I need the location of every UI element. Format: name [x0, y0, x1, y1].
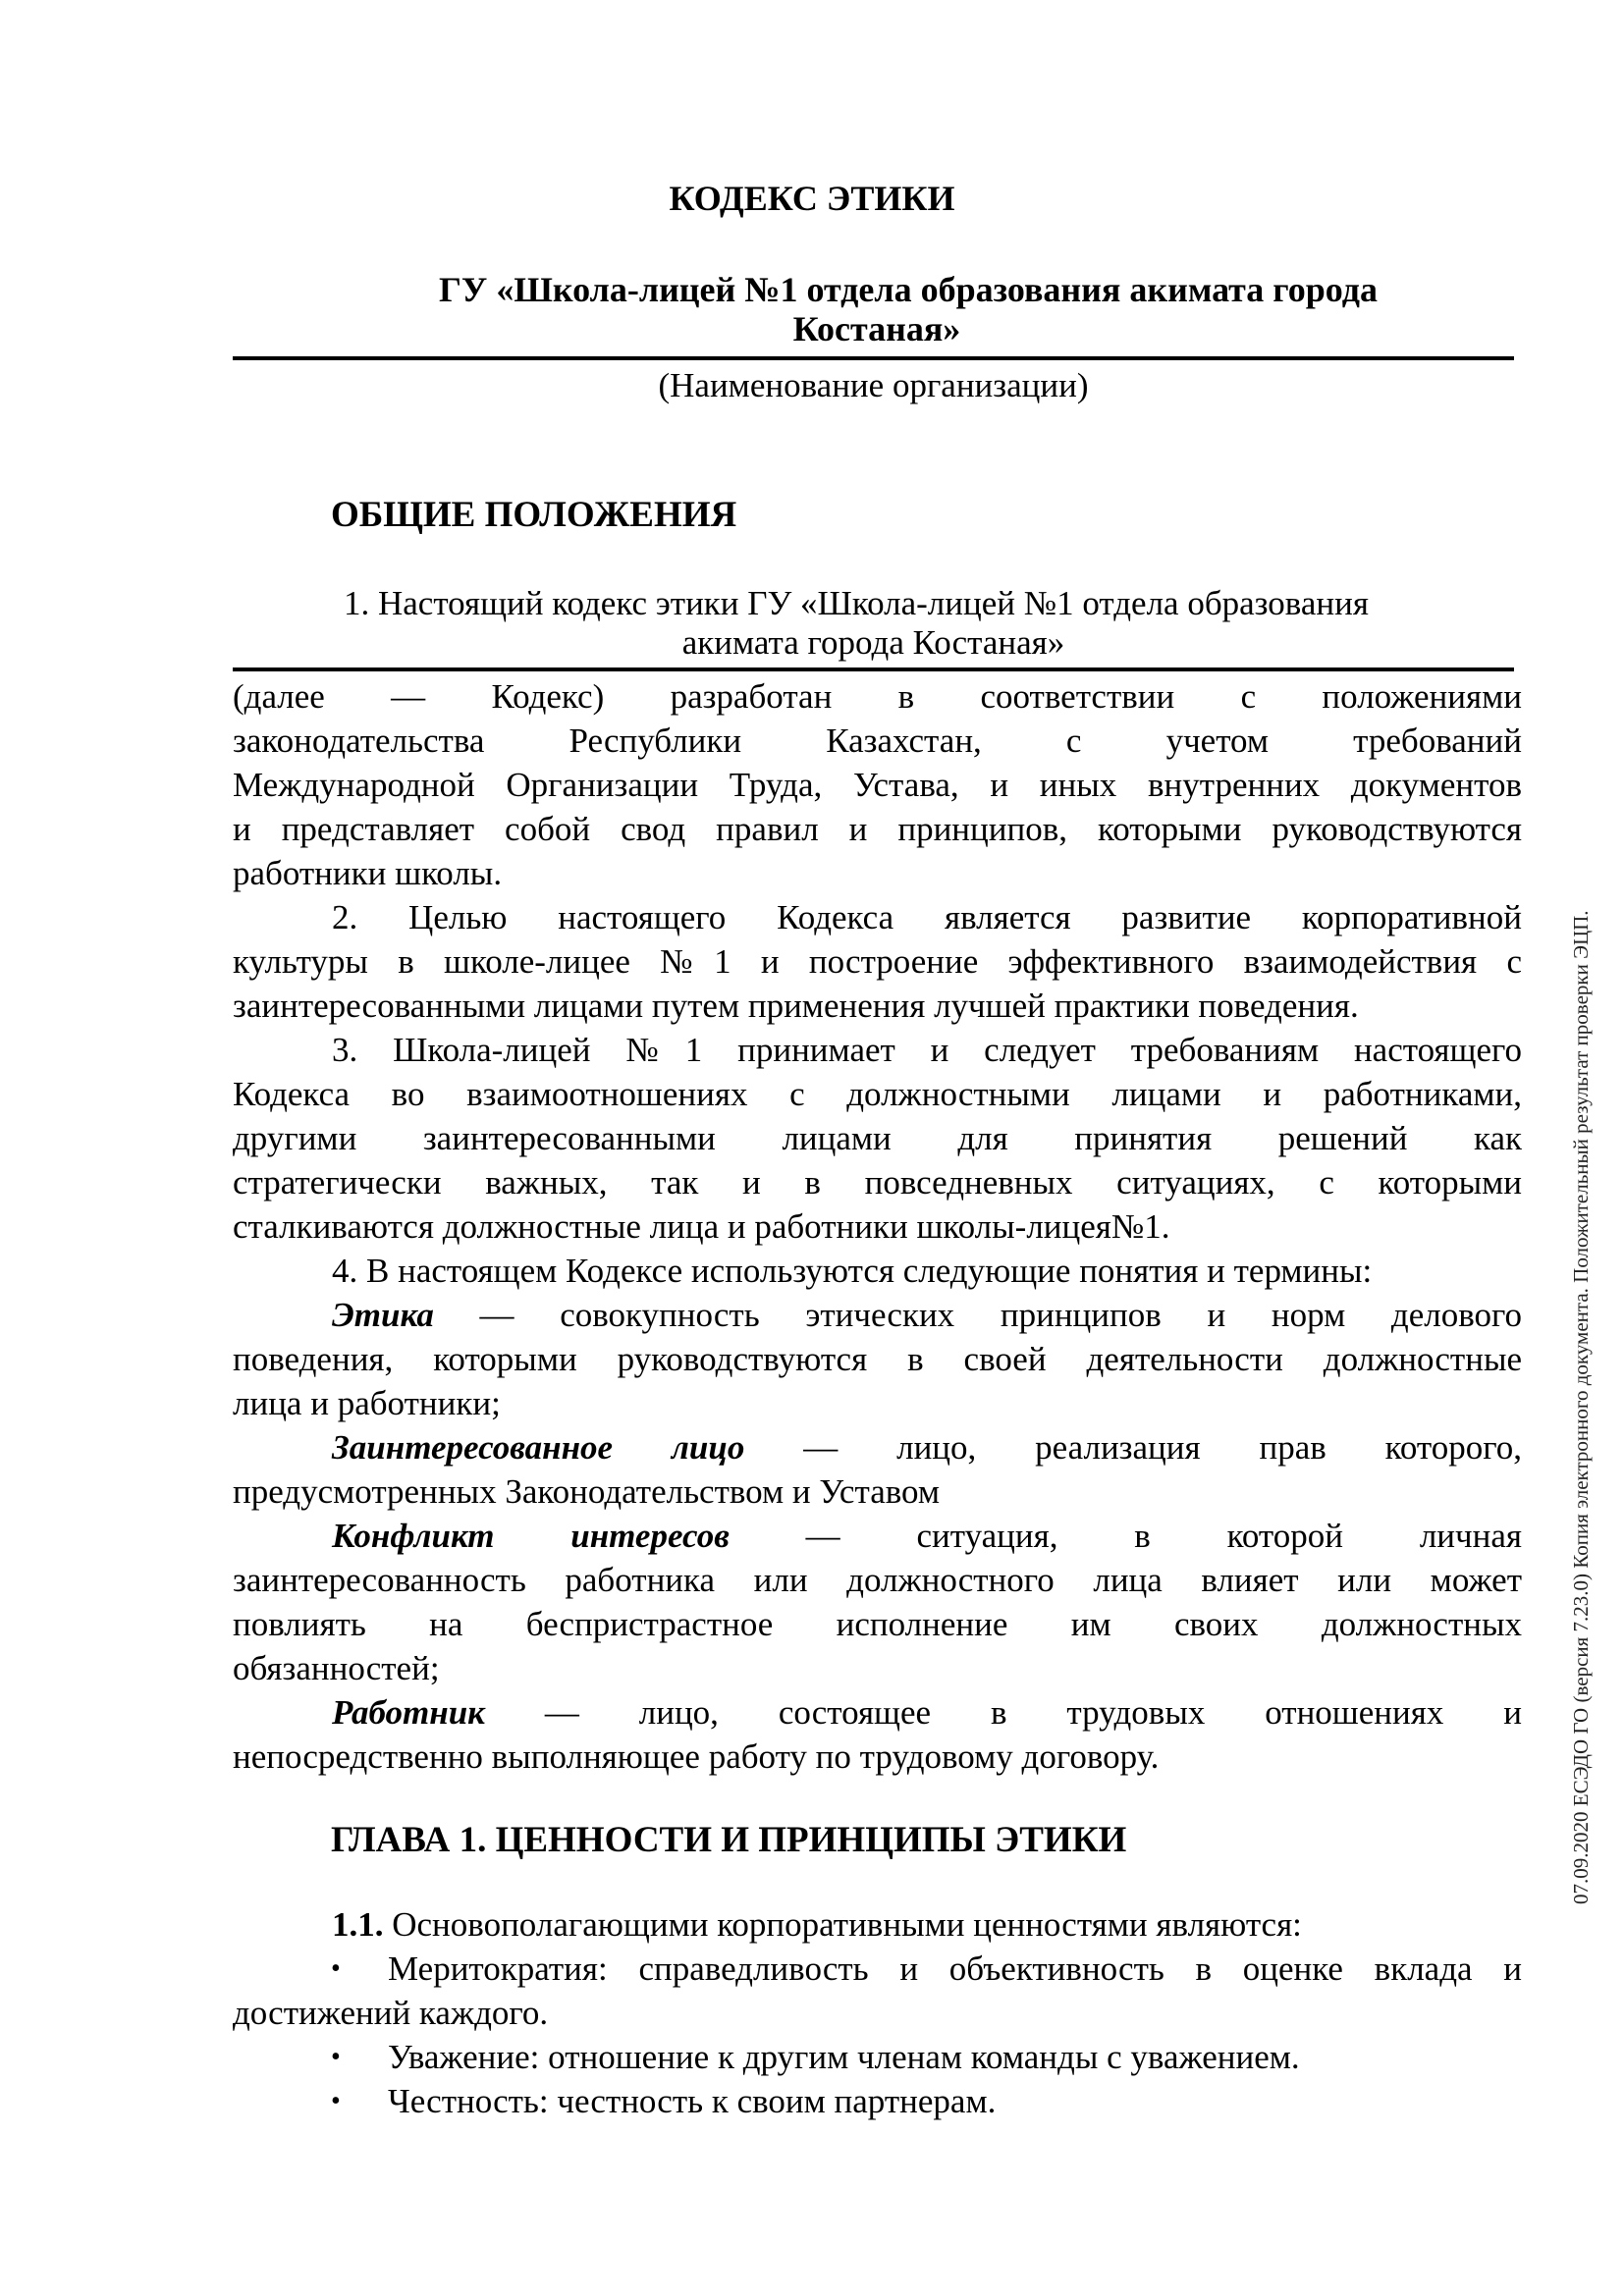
paragraph-1-body-line: (далее — Кодекс) разработан в соответствии с положениями — [233, 677, 1522, 716]
paragraph-3-line: Кодекса во взаимоотношениях с должностными лицами и работниками, — [233, 1075, 1522, 1113]
bullet-item-meritocracy: Меритократия: справедливость и объективность в оценке вклада и — [388, 1949, 1522, 1988]
term-definition-conflict — [233, 1514, 1522, 1558]
bullet-icon: • — [331, 1953, 341, 1984]
document-title: КОДЕКС ЭТИКИ — [669, 179, 955, 218]
paragraph-3-line: сталкиваются должностные лица и работники школы-лицея№1. — [233, 1207, 1170, 1246]
organization-name-line-1: ГУ «Школа-лицей №1 отдела образования акимата города — [439, 270, 1378, 309]
bullet-item-respect: Уважение: отношение к другим членам команды с уважением. — [388, 2038, 1300, 2076]
term-definition-ethics — [233, 1293, 1522, 1337]
bullet-icon: • — [331, 2086, 341, 2116]
paragraph-1-body-line: и представляет собой свод правил и принципов, которыми руководствуются — [233, 810, 1522, 848]
paragraph-2-line: 2. Целью настоящего Кодекса является развитие корпоративной — [332, 898, 1522, 936]
chapter-1-heading: ГЛАВА 1. ЦЕННОСТИ И ПРИНЦИПЫ ЭТИКИ — [331, 1820, 1127, 1860]
bullet-icon: • — [331, 2042, 341, 2072]
term-definition-start: — ситуация, в которой личная — [805, 1517, 1522, 1555]
term-name: Заинтересованное лицо — [332, 1428, 745, 1467]
term-definition-start: — совокупность этических принципов и норм делового — [479, 1296, 1522, 1334]
paragraph-1-underline — [233, 667, 1514, 671]
electronic-signature-stamp: 07.09.2020 ЕСЭДО ГО (версия 7.23.0) Копия электронного документа. Положительный результат проверки ЭЦП. — [1569, 910, 1593, 1904]
term-name: Этика — [332, 1296, 434, 1334]
paragraph-3-line: 3. Школа-лицей №1 принимает и следует требованиям настоящего — [332, 1031, 1522, 1069]
term-definition-line: предусмотренных Законодательством и Уставом — [233, 1472, 940, 1511]
organization-underline — [233, 356, 1514, 360]
paragraph-1-body-line: Международной Организации Труда, Устава, и иных внутренних документов — [233, 766, 1522, 804]
paragraph-3-line: стратегически важных, так и в повседневных ситуациях, с которыми — [233, 1163, 1522, 1201]
term-definition-line: обязанностей; — [233, 1649, 440, 1687]
term-definition-start: — лицо, реализация прав которого, — [803, 1428, 1522, 1467]
paragraph-1-body-line: работники школы. — [233, 854, 503, 892]
term-name: Конфликт интересов — [332, 1517, 730, 1555]
item-text: Основополагающими корпоративными ценностями являются: — [392, 1905, 1302, 1944]
chapter-1-item-1-1 — [233, 1902, 1522, 1947]
organization-name-line-2: Костаная» — [792, 309, 961, 348]
term-definition-line: повлиять на беспристрастное исполнение им своих должностных — [233, 1605, 1522, 1643]
term-definition-line: заинтересованность работника или должностного лица влияет или может — [233, 1561, 1522, 1599]
term-definition-employee — [233, 1690, 1522, 1735]
bullet-item-meritocracy-continuation: достижений каждого. — [233, 1994, 549, 2032]
term-definition-line: непосредственно выполняющее работу по трудовому договору. — [233, 1737, 1160, 1776]
organization-caption: (Наименование организации) — [658, 366, 1089, 404]
term-definition-stakeholder — [233, 1425, 1522, 1469]
paragraph-2-line: заинтересованными лицами путем применения лучшей практики поведения. — [233, 987, 1359, 1025]
term-definition-line: поведения, которыми руководствуются в своей деятельности должностные — [233, 1340, 1522, 1378]
bullet-item-honesty: Честность: честность к своим партнерам. — [388, 2082, 997, 2120]
paragraph-1-line-2: акимата города Костаная» — [681, 623, 1065, 662]
item-number: 1.1. — [332, 1905, 384, 1944]
term-name: Работник — [332, 1693, 485, 1732]
paragraph-2-line: культуры в школе-лицее №1 и построение эффективного взаимодействия с — [233, 942, 1522, 981]
paragraph-3-line: другими заинтересованными лицами для принятия решений как — [233, 1119, 1522, 1157]
paragraph-4-line: 4. В настоящем Кодексе используются следующие понятия и термины: — [332, 1252, 1373, 1290]
term-definition-line: лица и работники; — [233, 1384, 501, 1422]
paragraph-1-line-1: 1. Настоящий кодекс этики ГУ «Школа-лицей №1 отдела образования — [344, 584, 1369, 622]
paragraph-1-body-line: законодательства Республики Казахстан, с учетом требований — [233, 721, 1522, 760]
term-definition-start: — лицо, состоящее в трудовых отношениях и — [544, 1693, 1522, 1732]
section-heading-general: ОБЩИЕ ПОЛОЖЕНИЯ — [331, 495, 737, 535]
